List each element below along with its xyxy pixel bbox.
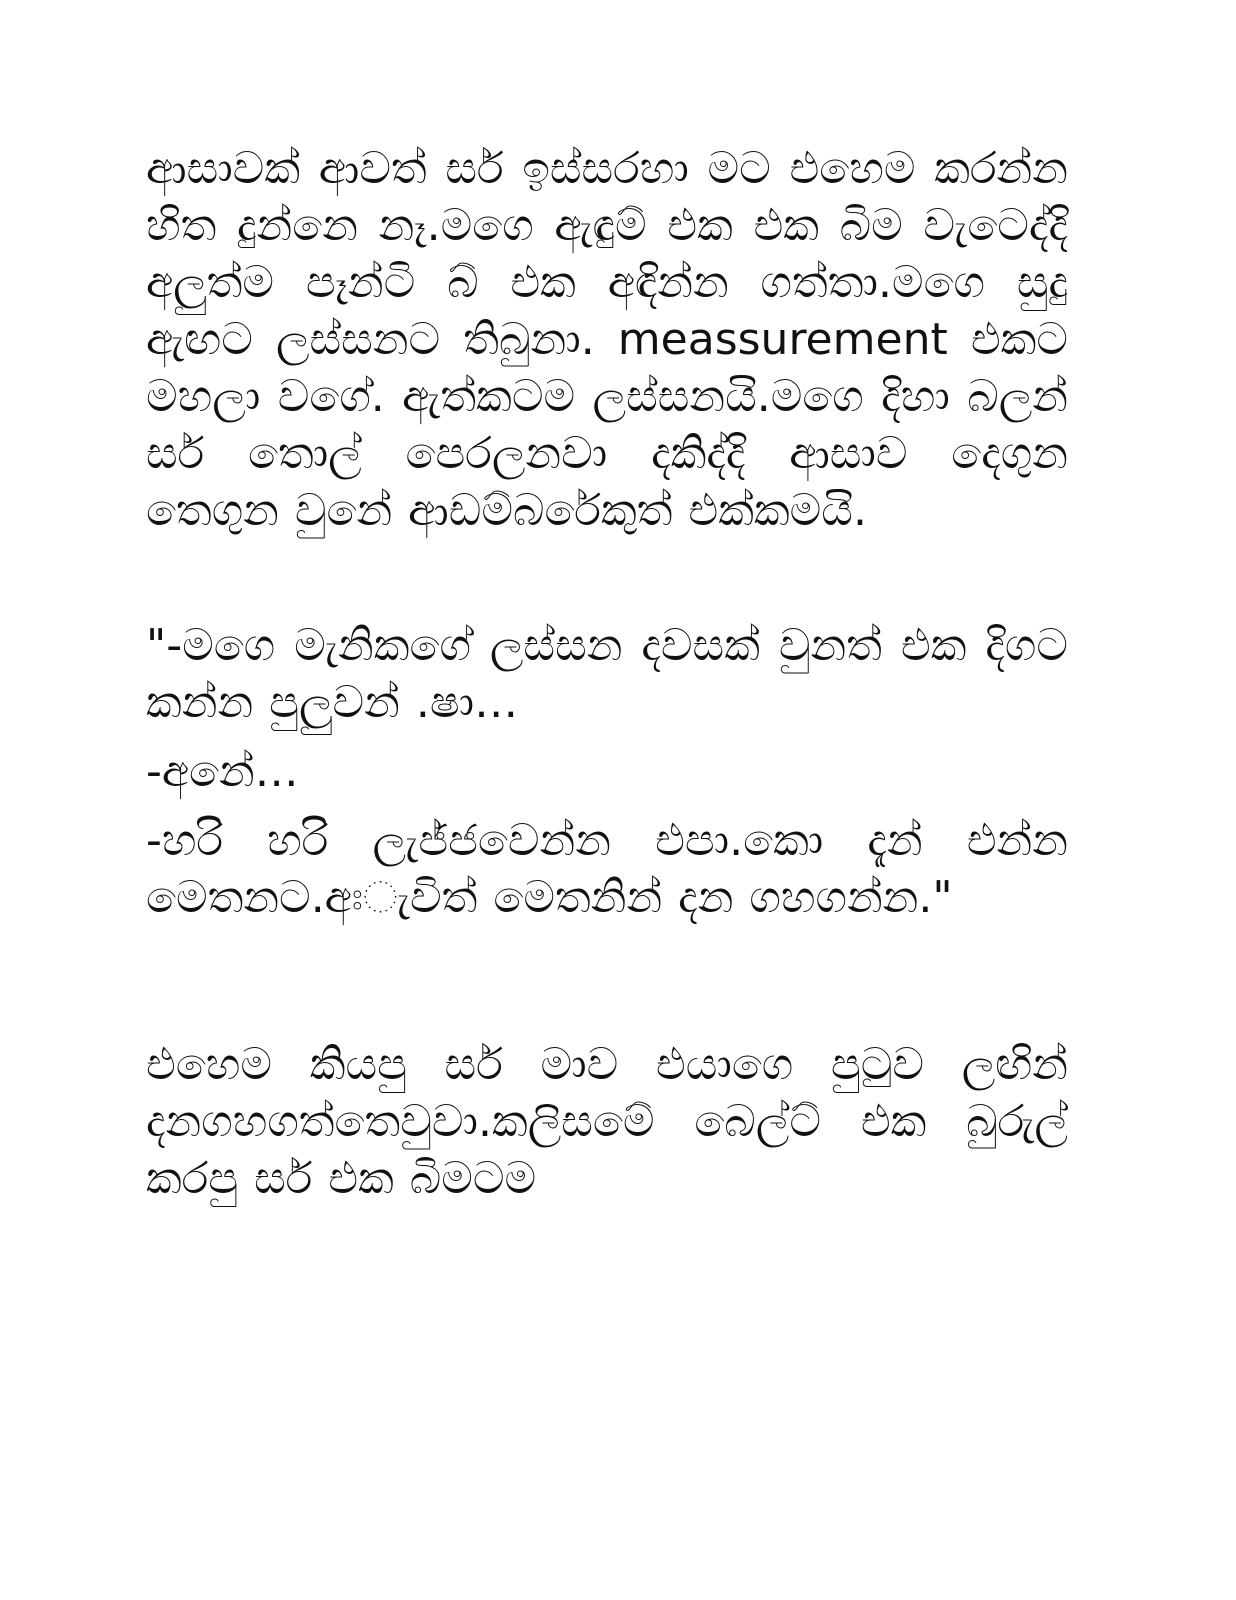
paragraph-dialogue-1: "-මගෙ මැනිකගේ ලස්සන දවසක් වුනත් එක දිගට කන්න පුලුවන් .ෂා… [146,620,1068,728]
paragraph-dialogue-2: -අනේ… [146,746,299,797]
paragraph-narration-2: එහෙම කියපු සර් මාව එයාගෙ පුටුව ලඟින් දනගහගත්තෙවුවා.කලිසමේ බෙල්ට් එක බුරුල් කරපු සර් එක බිමටම [146,1039,1068,1204]
document-body [146,140,1068,1207]
paragraph-dialogue-3: -හරි හරි ලැජ්ජවෙන්න එපා.කො දැන් එන්න මෙතනට.අඃැවිත් මෙතනින් දන ගහගන්න." [146,815,1068,923]
paragraph-narration-1: ආසාවක් ආවත් සර් ඉස්සරහා මට එහෙම කරන්න හිත දුන්නෙ නෑ.මගෙ ඇඳුම් එක එක බිම වැටෙද්දි අලුත්ම පෑන්ටි බ් එක අඳින්න ගත්තා.මගෙ සුදු ඇඟට ලස්සනට තිබුනා. meassurement එකට මහලා වගේ. ඇත්කටම ලස්සනයි.මගෙ දිහා බලන් සර් තොල් පෙරලනවා දකිද්දි ආසාව දෙගුන තෙගුන වුනේ ආඩම්බරේකුත් එක්කමයි. [146,143,1068,536]
